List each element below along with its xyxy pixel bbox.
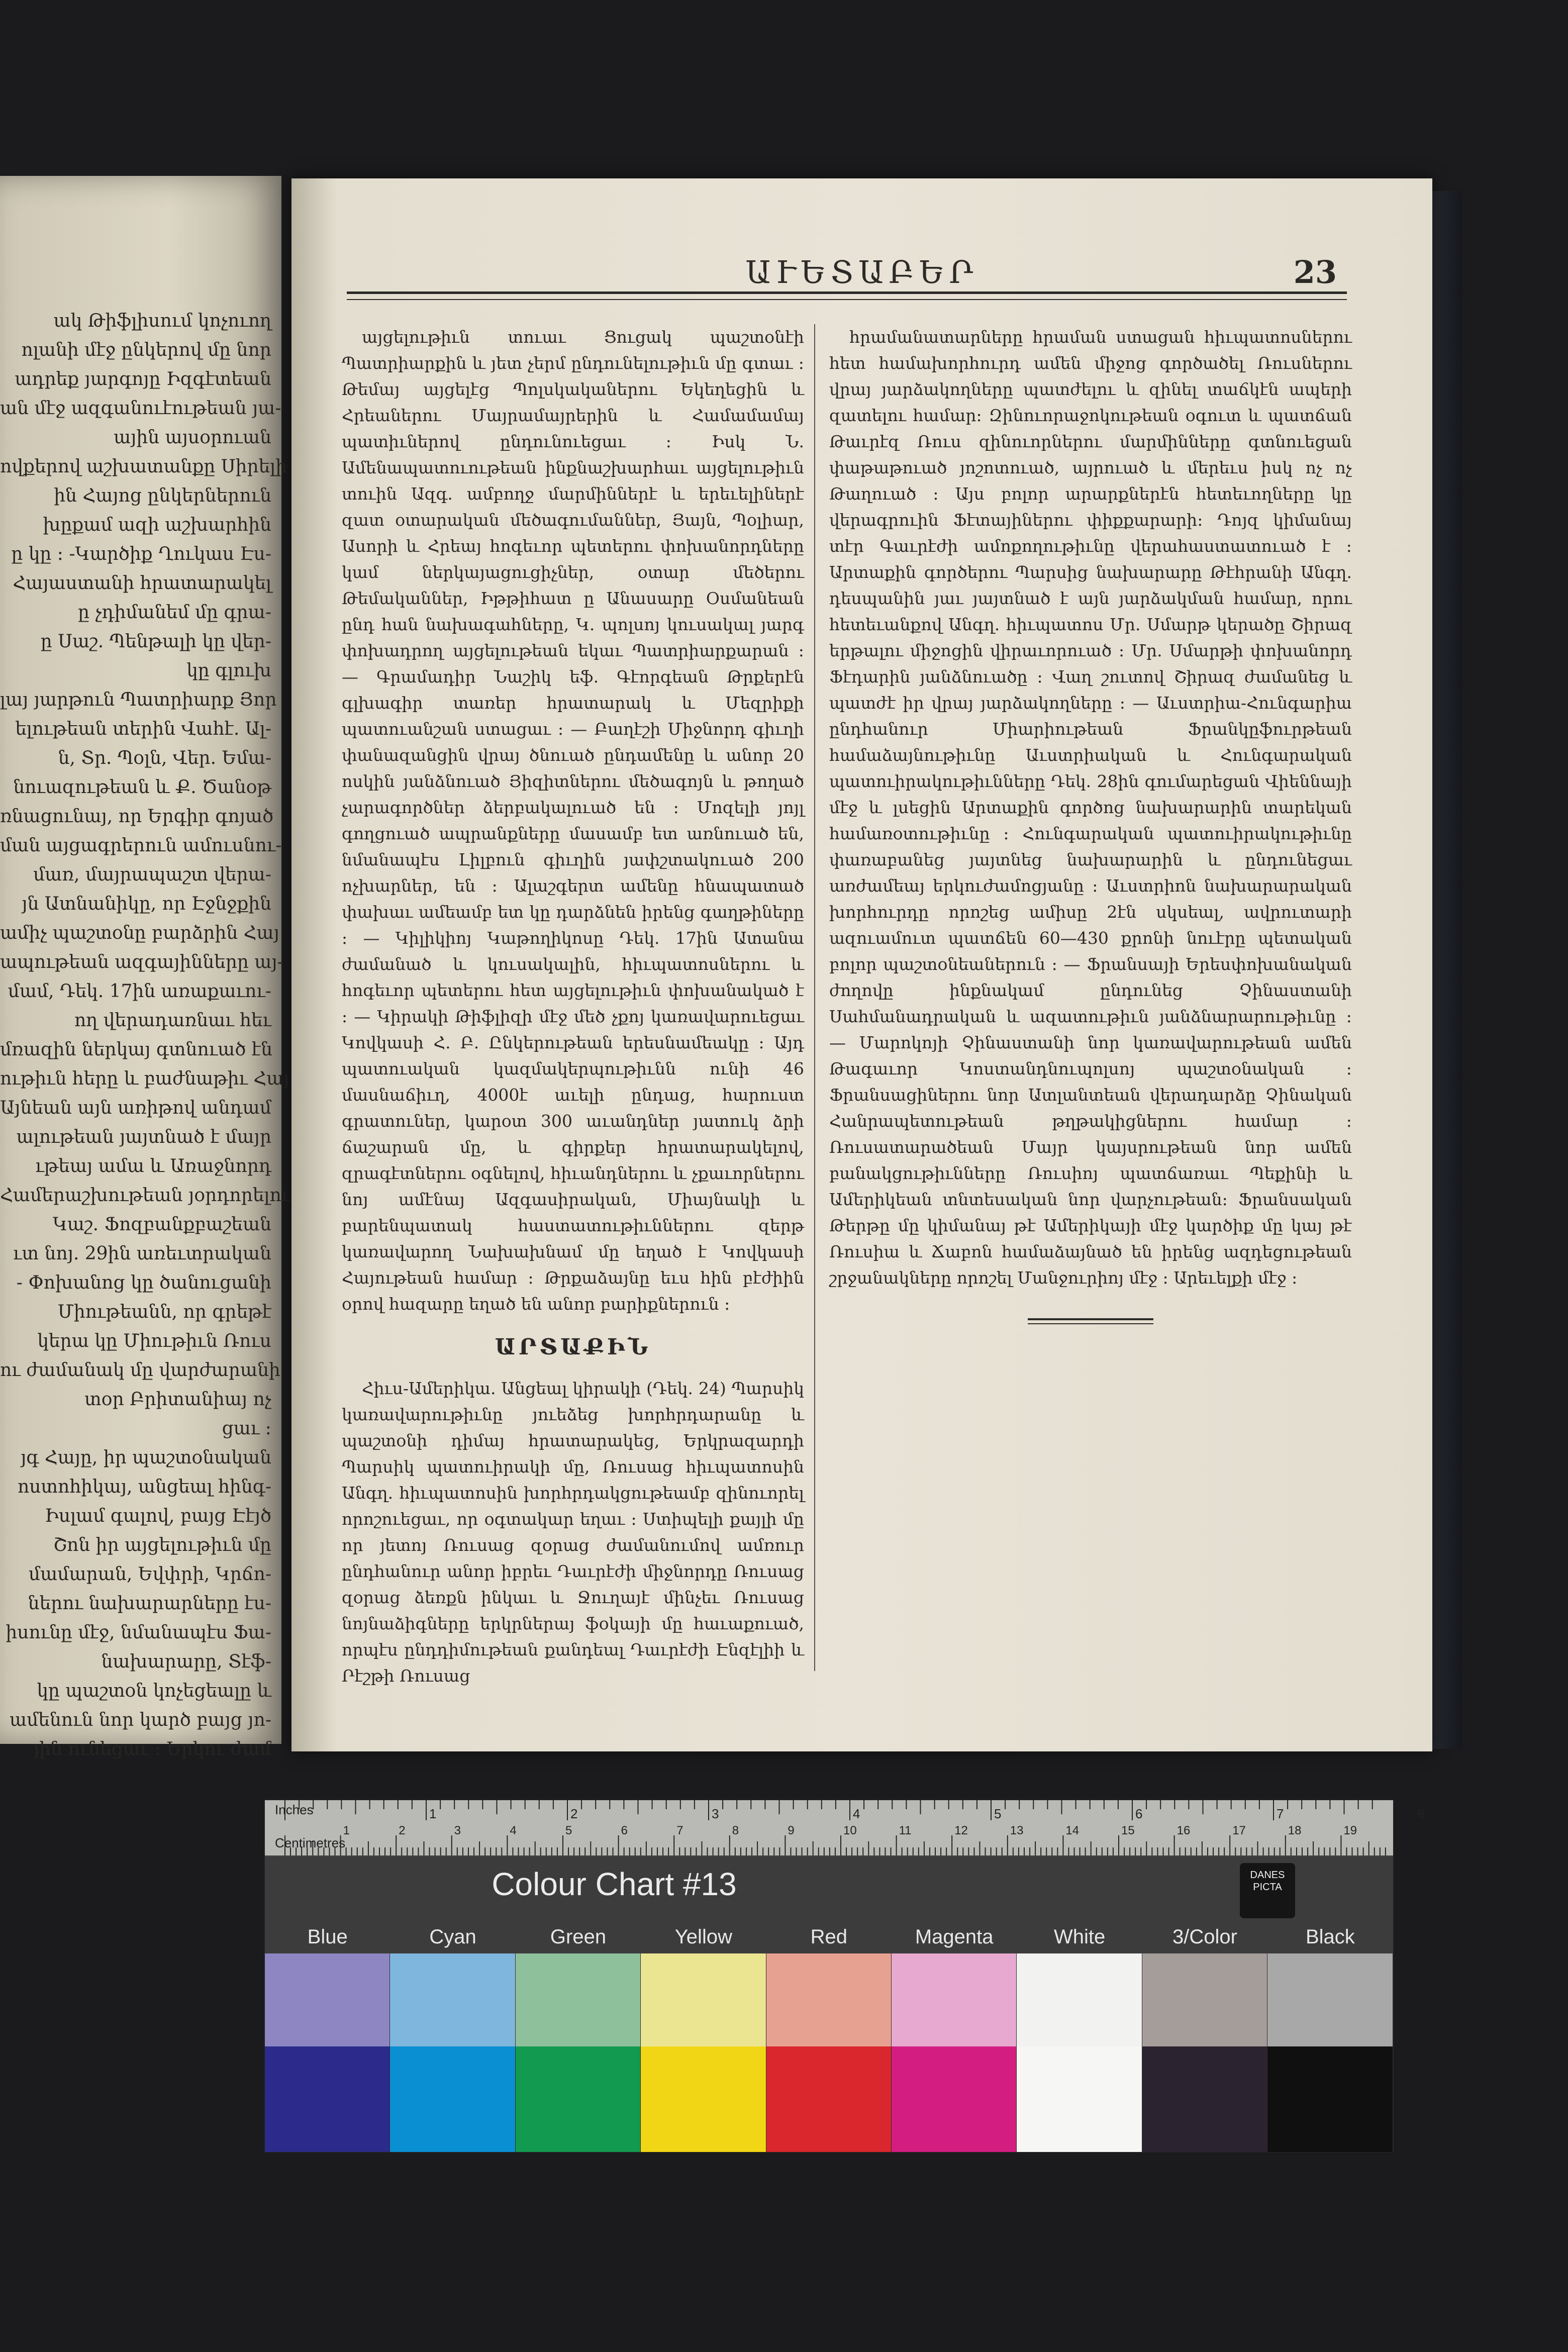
left-page-line: ու ժամանակ մը վարժարանի <box>0 1360 280 1381</box>
left-page-line: ռնացունայ, որ Երգիր գոյած <box>0 806 274 827</box>
left-page-line: Այնեան այն առիթով անդամ <box>0 1098 271 1118</box>
left-page-line: ող վերադառնաւ հեւ <box>74 1010 271 1031</box>
left-page-line: ւտ նոյ. 29ին առեւտրական <box>13 1243 271 1264</box>
left-page-line: խըքամ ազի աշխարհին <box>43 515 271 535</box>
left-page-line: ը Սաշ. Պենթալի կը վեր- <box>40 631 271 652</box>
left-page-line: մռազին ներկայ գտնուած էն <box>0 1039 273 1060</box>
swatch-label: 3/Color <box>1172 1926 1237 1948</box>
column-2 <box>814 324 1352 1324</box>
column-1 <box>342 324 804 1689</box>
cm-number: 16 <box>1177 1824 1191 1837</box>
cm-number: 6 <box>621 1824 628 1837</box>
swatch-yellow <box>641 1921 766 2152</box>
swatch-magenta <box>892 1921 1017 2152</box>
swatch-light <box>1267 1953 1393 2046</box>
left-page-line: ամենուն նոր կարծ բայց յո- <box>9 1710 271 1730</box>
cm-number: 19 <box>1343 1824 1357 1837</box>
swatch-light <box>390 1953 515 2046</box>
inch-number: 7 <box>1277 1806 1284 1821</box>
left-page-line: ներու նախարարները էս- <box>28 1593 271 1614</box>
colour-chart-title: Colour Chart #13 <box>492 1866 737 1902</box>
danes-picta-logo <box>1240 1863 1295 1918</box>
left-page-line: ը կը : -Կարծիք Ղուկաս Էս- <box>11 544 271 564</box>
inch-number: 6 <box>1135 1806 1143 1821</box>
left-page-line: յն Ատնանիկը, որ Էջնջքին <box>22 894 271 914</box>
left-page-line: ապութեան ազգայինները այ- <box>0 952 283 972</box>
left-page-line: ոլանի մէջ ընկերով մը նոր <box>21 340 271 360</box>
left-page-line: Իսլամ գալով, բայց Էէյծ <box>45 1506 271 1526</box>
right-page <box>291 178 1432 1751</box>
logo-line: DANES <box>1250 1870 1285 1881</box>
swatch-red <box>766 1921 892 2152</box>
left-page-line: ովքերով աշխատանքը Սիրելի <box>0 456 287 477</box>
left-page-line: մամ, Դեկ. 17ին առաքաւու- <box>8 981 271 1002</box>
swatch-label: White <box>1053 1926 1106 1948</box>
inch-number: 8 <box>1418 1806 1425 1821</box>
cm-number: 18 <box>1288 1824 1302 1837</box>
left-page-line: մամարան, Եվփրի, Կրճո- <box>28 1564 271 1585</box>
left-page-line: ոստոհիկայ, անցեալ հինգ- <box>17 1477 271 1497</box>
article-paragraph: այցելութիւն տուաւ Ցուցակ պաշտօնէի Պատրիարքին և յետ չերմ ընդունելութիւն մը գտաւ ։ Թեմայ այցելէց Պոլսկականերու Եկեղեցին և Հրեաներու Մայրամայրերին և Համամամայ պատիւներով ընդունուեցաւ ։ Իսկ Ն. Ամենապատուութեան ինքնաշխարհաւ այցելութիւն տուին Ազգ. ամբողջ մարմիններէ և երեւելիներէ զատ օտարական մեծագումաններ, Յայն, Պօլիար, Ասորի և Հրեայ հոգեւոր պետերու փոխանորդները կամ ներկայացուցիչներ, օտար մեծերու Թեմականներ, Իթթիհատ ը Անասարը Օսմանեան ընդ հան նախագահները, Կ. պոլսոյ կուսակալ յարգ փոխադրող այցելութեան եկաւ Պատրիարքարան ։ — Գրամադիր Նաշիկ եֆ. Գէորգեան Թրքերէն գլխագիր տառեր հրատարակ և Մեզրիքի պատուանշան ստացաւ ։ — Բաղէշի Միջնորդ գիւղի փանազանցին վրայ ծնուած ընդամենը և անոր 20 ոսկին յանձնուած Յիզիտներու մեծագոյն և թողած չարագործներ ձերբակալուած են ։ Մոզելի յոյլ գողցուած ապրանքները մասամբ ետ առնուած են, նմանապէս Լիլբուն գիւղին յափշտակուած 200 ոչխարներ, են ։ Ալաշգերտ ամենը հնապատած փախաւ ամեամբ ետ կը դարձնեն իրենց գաղթիները ։ — Կիլիկիոյ Կաթողիկոսը Դեկ. 17ին Ատանա ժամանած և կուսակալին, հիւպատոսներու և հոգեւոր պետերու հետ այցելութիւն փոխանակած է ։ — Կիրակի Թիֆլիզի մէջ մեծ չքոյ կառավարուեցաւ Կովկասի Հ. Բ. Ընկերութեան երեսնամեակը ։ Այդ պատուական կազմակերպութիւնն ունի 46 մասնաճիւղ, 4000է աւելի ընդաց, հարուստ գրատուներ, կարօտ 300 աւանդներ յատուկ ձրի ճաշարան մը, և գիրքեր հրատարակելով, զրագէտներու օգնելով, հիւանդներու և չքաւորներու նոյ ամէնայ Ազգասիրական, Միայնակի և բարենպատակ հաստատութիւններու զերթ կառավարող Նախախնամ մը եղած է Կովկասի Հայութեան համար ։ Թրքաձայնը եւս հին բէժիին օրով հազարը եղած են անոր բարիքներուն ։ <box>342 327 804 1314</box>
cm-number: 5 <box>565 1824 572 1837</box>
cm-number: 2 <box>399 1824 406 1837</box>
swatch-light <box>766 1953 892 2046</box>
left-page-text <box>0 307 290 1764</box>
cm-number: 9 <box>788 1824 795 1837</box>
left-page-line: ւթեայ ամա և Առաջնորդ <box>35 1156 271 1177</box>
left-page-line: ման այցագրերուն ամուսնու- <box>0 835 282 856</box>
swatch-row <box>265 1921 1393 2152</box>
swatch-light <box>1142 1953 1267 2046</box>
inch-number: 5 <box>994 1806 1002 1821</box>
left-page-line: - Փոխանոց կը ծանուցանի <box>16 1272 271 1293</box>
swatch-light <box>265 1953 390 2046</box>
end-rule <box>1028 1318 1153 1324</box>
swatch-label: Green <box>550 1926 607 1948</box>
inch-number: 4 <box>853 1806 860 1821</box>
left-page-line: յին ունեցաւ ։ Երկու ժամ <box>34 1739 271 1759</box>
left-page-line: ութիւն հերը և բաժնաթիւ Հայ <box>0 1068 289 1089</box>
article-paragraph: Հիւս-Ամերիկա. Անցեալ կիրակի (Դեկ. 24) Պարսիկ կառավարութիւնը յուեձեց խորհրդարանը և պաշտօնի դիմայ հրատարակեց, Երկրազարդի Պարսիկ պատուիրակի մը, Ռուսաց հիւպատոսին Անգղ. հիւպատոսին խորհրդակցութեամբ զինուորել որոշուեցաւ, որ օգտակար եղաւ ։ Ստիպելի քայլի մը որ յետոյ Ռուսաց զօրաց ժամանումով ամռուր ընդհանուր անոր իբրեւ Դաւրէժի միջնորդը Ռուսաց զօրաց ձեռքն ինկաւ և Ջուղայէ մինչեւ Ռուսաց նոյնաձիգները երկրներայ ֆօկայի մը հաւաքուած, որպէս ընդդիմութեան քանդեալ Դաւրէժի Էնզէլիի և Րէշթի Ռուսաց <box>342 1379 804 1686</box>
swatch-3-color <box>1142 1921 1267 2152</box>
cm-number: 12 <box>954 1824 968 1837</box>
inch-number: 2 <box>570 1806 578 1821</box>
swatch-white <box>1017 1921 1142 2152</box>
cm-number: 14 <box>1065 1824 1080 1837</box>
ruler-inches-label: Inches <box>275 1802 314 1817</box>
left-page-line: ակ Թիֆլիսում կոչուող <box>53 311 271 331</box>
left-page-line: ադրեք յարգոյը Իզգէտեան <box>15 369 271 389</box>
cm-number: 8 <box>732 1824 739 1837</box>
swatch-label: Yellow <box>674 1926 732 1948</box>
swatch-dark <box>641 2046 766 2152</box>
left-page-line: ին Հայոց ընկերներուն <box>54 485 271 506</box>
header-rule <box>347 291 1347 294</box>
book-spine <box>1427 191 1462 1749</box>
swatch-dark <box>1142 2046 1267 2152</box>
cm-number: 11 <box>899 1824 912 1837</box>
left-page-line: յգ Հայը, իր պաշտօնական <box>21 1447 271 1468</box>
swatch-dark <box>766 2046 892 2152</box>
cm-number: 10 <box>843 1824 857 1837</box>
left-page-line: ցաւ ։ <box>222 1418 271 1439</box>
article-paragraph: հրամանատարները հրաման ստացան հիւպատոսներու հետ համախորհուրդ ամեն միջոց գործածել Ռուսներու վրայ յարձակողները պատժելու և զինել տաճկէն ապերի զատելու համար։ Զինուորաջոկութեան օգուտ և պատճան Թաւրէզ Ռուս զինուորներու մարմինները գտնուեցան փաթաթուած յոշոտուած, այրուած և մերեւս իսկ ոչ ոչ Թաղուած ։ Այս բոլոր արարքներէն հետեւողները կը վերագրուին Ֆէտայիներու փիքքարարի։ Դոյզ կիմանայ տէր Գաւրէժի ամոքողութիւնը վերահաստատուած է ։ Արտաքին գործերու Պարսից նախարարը Թէհրանի Անգղ. դեսպանին յաւ յայտնած է այն յարձակման համար, որու հետեւանքով Անգղ. հիւպատոս Մր. Սմարթ կերածը Շիրազ երթալու միջոցին վիրաւորուած ։ Մր. Սմարթի փոխանորդ Ֆէդարին յանձնուածը ։ Վաղ շուտով Շիրազ ժամանեց և պատժէ իր վրայ յարձակողները : — Աւստրիա-Հունգարիա ընդհանուր Միարիութեան Ֆրանկըֆուրթեան համաձայնութիւնը Աւստրիական և Հունգարական պատուիրակութիւնները Դեկ. 28ին գումարեցան Վիեննայի մէջ և լսեցին Արտաքին գործոց նախարարին տարեկան համառօտութիւնը ։ Հունգարական պատուիրակութիւնը փառաբանեց յայտնեց նախարարին և ընդունեցաւ առժամեայ երկուժամոցյանը ։ Աւստրիոն նախարարական խորհուրդը որոշեց ամիսը 2էն սկսեալ, ավրուտարի ազուամուտ պատճեն 60—430 քրոնի նուէրը պետական բոլոր պաշտօնեաներուն ։ — Ֆրանսայի Երեսփոխանական ժողովը ինքնակամ ընդունեց Չինաստանի Սահմանադրական և ազատութիւն յանձնարարութիւնը ։ — Մարոկոյի Չինաստանի նոր կառավարութեան ամեն Թագաւոր Կոստանդնուպոլսոյ պաշտօնական ։ Ֆրանսացիներու նոր Ատլանտեան վերադարձը Չինական Հանրապետութեան թղթակիցներու համար ։ Ռուսատարածեան Մայր կայսրութեան նոր ամեն բանակցութիւնները Ռուսիոյ պատճառաւ Պեքինի և Ամերիկեան տնտեսական նոր վարչութեան։ Ֆրանսական Թերթը մը կիմանայ թէ Ամերիկայի մէջ կարծիք մը կայ թէ Ռուսիա և Ճաբոն համաձայնած են իրենց ազդեցութեան շրջանակները որոշել Մանջուրիոյ մէջ ։ Արեւելքի մէջ ։ <box>829 327 1352 1288</box>
header-rule-thin <box>347 299 1347 300</box>
cm-number: 13 <box>1010 1824 1024 1837</box>
swatch-light <box>641 1953 766 2046</box>
inch-number: 1 <box>429 1806 437 1821</box>
left-page-line: տօր Բրիտանիայ ոչ <box>84 1389 271 1410</box>
left-page <box>0 176 290 1759</box>
swatch-dark <box>1267 2046 1393 2152</box>
page-number: 23 <box>1293 254 1337 290</box>
swatch-dark <box>516 2046 641 2152</box>
swatch-green <box>516 1921 641 2152</box>
swatch-cyan <box>390 1921 515 2152</box>
swatch-dark <box>390 2046 515 2152</box>
colour-chart-card <box>264 1799 1425 2153</box>
left-page-line: Շոն իր այցելութիւն մը <box>53 1535 271 1555</box>
cm-number: 3 <box>454 1824 461 1837</box>
ruler-centimetres-label: Centimetres <box>275 1835 346 1850</box>
left-page-line: ը չդիմանեմ մը գրա- <box>78 602 271 623</box>
section-heading: ԱՐՏԱՔԻՆ <box>495 1334 651 1360</box>
left-page-line: նուազութեան և Ք. Ծանօթ <box>13 777 271 798</box>
masthead: ԱՒԵՏԱԲԵՐ <box>745 254 978 290</box>
cm-number: 7 <box>676 1824 683 1837</box>
left-page-line: ալութեան յայտնած է մայր <box>16 1127 271 1147</box>
left-page-line: ելութեան տերին Վահէ. Ալ- <box>15 719 271 739</box>
ruler-ticks <box>265 1800 1425 1855</box>
left-page-line: իսունը մէջ, նմանապէս Ֆա- <box>6 1622 271 1643</box>
cm-number: 1 <box>343 1824 350 1837</box>
swatch-label: Cyan <box>429 1926 476 1948</box>
left-page-line: կը պաշտօն կոչեցեալը և <box>37 1681 271 1701</box>
swatch-light <box>516 1953 641 2046</box>
swatch-light <box>892 1953 1017 2046</box>
left-page-line: կերա կը Միութիւն Ռուս <box>37 1331 271 1351</box>
left-page-line: լայ յարթուն Պատրիարք Յոր <box>0 690 277 710</box>
left-page-line: ային այսօրուան <box>114 427 271 448</box>
left-page-line: մառ, մայրապաշտ վերա- <box>33 864 271 885</box>
swatch-label: Blue <box>307 1926 348 1948</box>
swatch-light <box>1017 1953 1142 2046</box>
left-page-line: ան մէջ ազգանուէութեան յա- <box>0 398 281 419</box>
swatch-label: Black <box>1305 1926 1355 1948</box>
cm-number: 17 <box>1232 1824 1246 1837</box>
left-page-line: Հայաստանի հրատարակել <box>13 573 271 594</box>
left-page-line: Համերաշխութեան յօրդորելու <box>0 1185 290 1206</box>
swatch-dark <box>1017 2046 1142 2152</box>
swatch-label: Red <box>810 1926 847 1948</box>
left-page-line: ամիչ պաշտօնը բարձրին Հայ <box>0 923 279 943</box>
left-page-line: Կաշ. Ֆոզբանքբաշեան <box>52 1214 271 1235</box>
left-page-line: ն, Տր. Պօլն, Վեր. Եմա- <box>58 748 271 768</box>
left-page-line: կը գլուխ <box>186 660 271 681</box>
inch-number: 3 <box>712 1806 719 1821</box>
swatch-dark <box>265 2046 390 2152</box>
left-page-line: նախարարը, Տէֆ- <box>101 1651 271 1672</box>
swatch-label: Magenta <box>915 1926 994 1948</box>
cm-number: 4 <box>510 1824 517 1837</box>
logo-line: PICTA <box>1253 1882 1282 1893</box>
left-page-line: Միութեանն, որ գրեթէ <box>57 1302 271 1322</box>
cm-number: 15 <box>1121 1824 1135 1837</box>
ruler <box>265 1800 1425 1856</box>
swatch-blue <box>265 1921 390 2152</box>
swatch-dark <box>892 2046 1017 2152</box>
swatch-black <box>1267 1921 1393 2152</box>
